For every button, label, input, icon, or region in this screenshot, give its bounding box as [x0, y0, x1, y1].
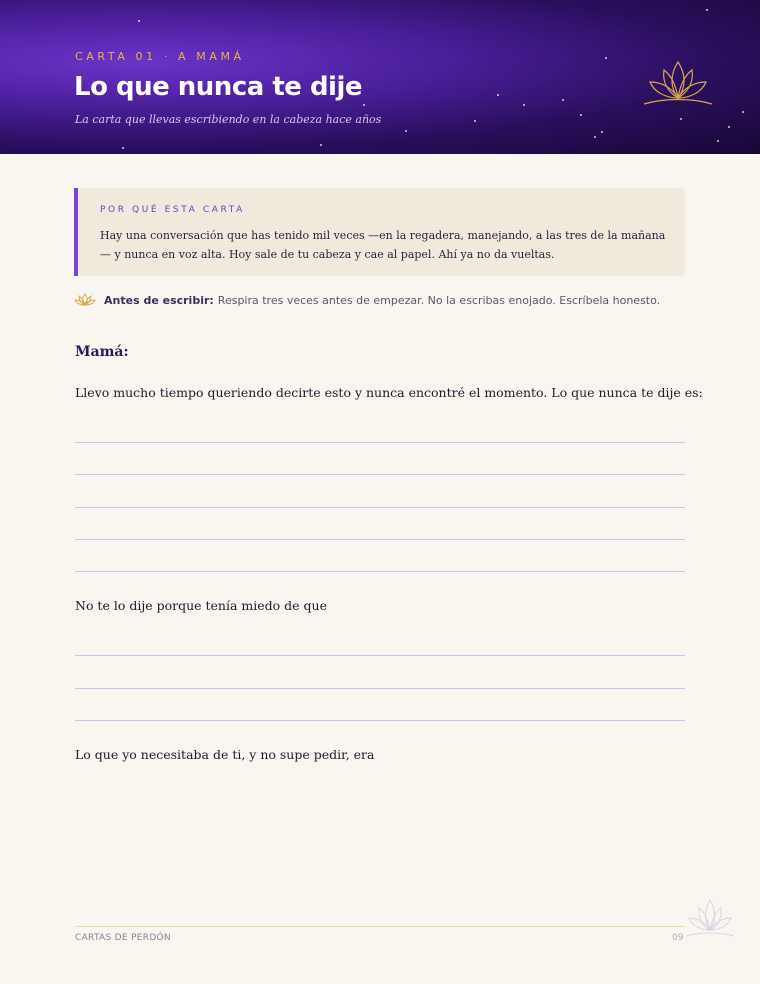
writing-line[interactable] — [75, 474, 685, 475]
lotus-icon — [74, 293, 96, 307]
before-writing-tip — [74, 293, 660, 307]
lotus-icon — [682, 896, 738, 940]
writing-prompt: No te lo dije porque tenía miedo de que — [75, 598, 327, 613]
writing-line[interactable] — [75, 571, 685, 572]
page-subtitle: La carta que llevas escribiendo en la cabeza hace años — [75, 113, 382, 126]
writing-line[interactable] — [75, 688, 685, 689]
lotus-icon — [640, 56, 716, 108]
page-number: 09 — [672, 933, 684, 943]
why-this-letter-box — [74, 188, 685, 276]
tip-label: Antes de escribir: — [104, 293, 214, 307]
writing-prompt: Llevo mucho tiempo queriendo decirte esto y nunca encontré el momento. Lo que nunca te dije es: — [75, 385, 703, 400]
writing-line[interactable] — [75, 720, 685, 721]
writing-line[interactable] — [75, 539, 685, 540]
tip-text: Respira tres veces antes de empezar. No la escribas enojado. Escríbela honesto. — [217, 293, 661, 307]
footer-divider — [75, 926, 685, 927]
writing-line[interactable] — [75, 655, 685, 656]
why-label: POR QUÉ ESTA CARTA — [100, 205, 245, 215]
writing-prompt: Lo que yo necesitaba de ti, y no supe pedir, era — [75, 747, 375, 762]
letter-greeting: Mamá: — [75, 344, 129, 360]
footer-title: CARTAS DE PERDÓN — [75, 933, 171, 943]
letter-number: CARTA 01 · A MAMÁ — [75, 50, 245, 63]
writing-line[interactable] — [75, 442, 685, 443]
header-banner — [0, 0, 760, 154]
writing-line[interactable] — [75, 507, 685, 508]
page-title: Lo que nunca te dije — [74, 72, 363, 102]
why-text: Hay una conversación que has tenido mil veces —en la regadera, manejando, a las tres de la mañana— y nunca en voz alta. Hoy sale de tu cabeza y cae al papel. Ahí ya no da vueltas. — [100, 229, 666, 261]
